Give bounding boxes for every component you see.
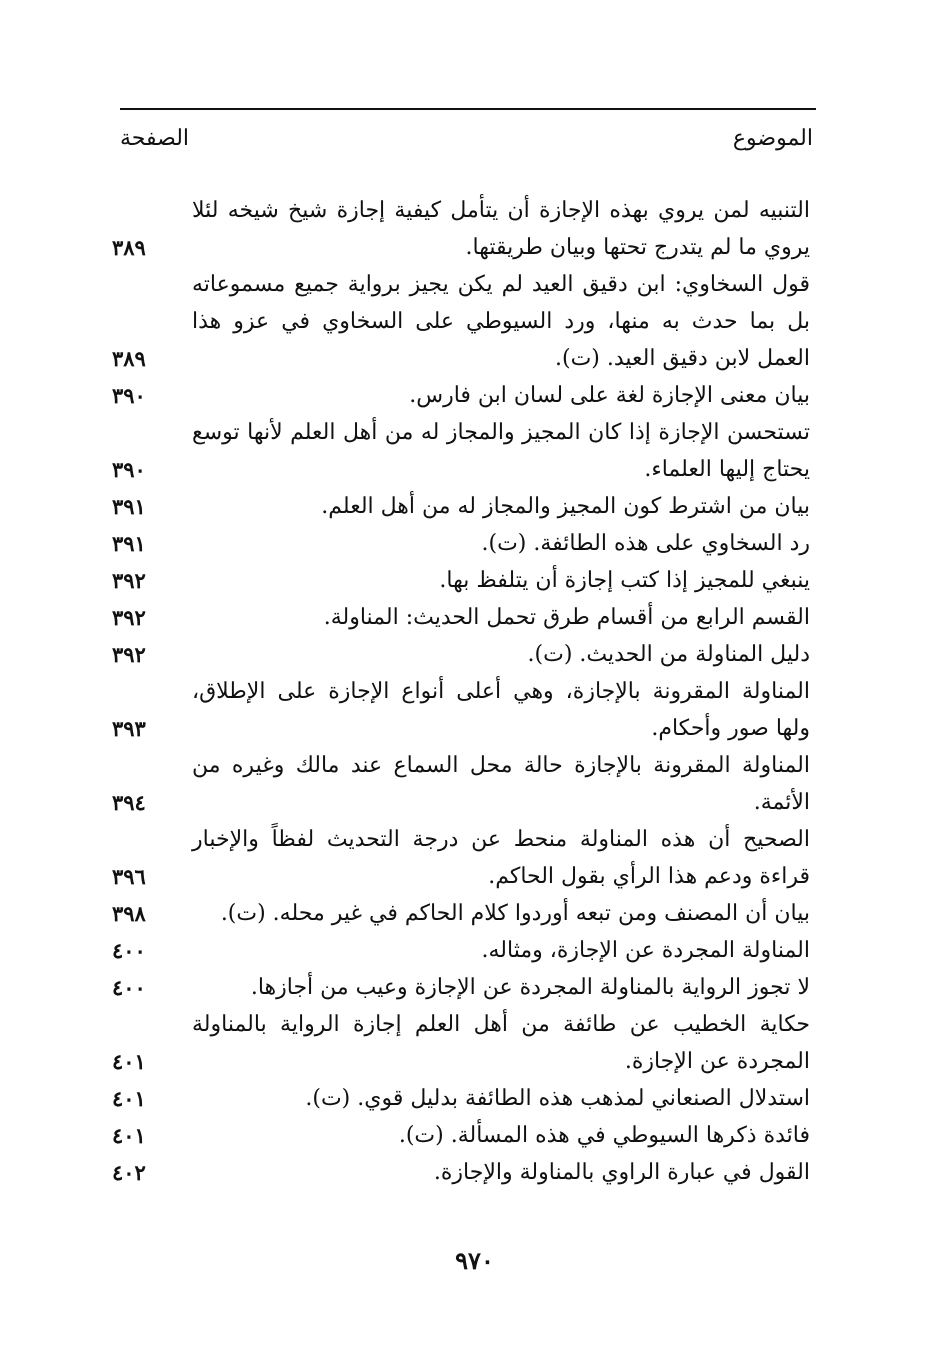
toc-entry-text: بيان أن المصنف ومن تبعه أوردوا كلام الحاكم في غير محله. (ت). [220, 901, 810, 926]
toc-entry-text: تستحسن الإجازة إذا كان المجيز والمجاز له من أهل العلم لأنها توسع يحتاج إليها العلماء. [192, 420, 810, 482]
toc-entry-page: ٣٩٣ [112, 716, 146, 741]
toc-entry-text: بيان معنى الإجازة لغة على لسان ابن فارس. [409, 383, 810, 408]
toc-entry-text: المناولة المقرونة بالإجازة، وهي أعلى أنواع الإجازة على الإطلاق، ولها صور وأحكام. [192, 679, 810, 741]
toc-entry-text: لا تجوز الرواية بالمناولة المجردة عن الإجازة وعيب من أجازها. [250, 975, 810, 1000]
toc-entry [112, 932, 810, 969]
toc-entry-page: ٣٩٨ [112, 901, 146, 926]
toc-entry-page: ٣٩٠ [112, 383, 146, 408]
page-column-heading: الصفحة [120, 126, 190, 151]
toc-entry-text: القول في عبارة الراوي بالمناولة والإجازة. [433, 1160, 810, 1185]
toc-entry-text: حكاية الخطيب عن طائفة من أهل العلم إجازة الرواية بالمناولة المجردة عن الإجازة. [192, 1012, 810, 1074]
toc-entry-page: ٣٩٤ [112, 790, 146, 815]
table-of-contents [112, 192, 810, 1191]
toc-entry-page: ٤٠١ [112, 1123, 146, 1148]
toc-entry-text: المناولة المجردة عن الإجازة، ومثاله. [481, 938, 810, 963]
toc-entry-page: ٤٠١ [112, 1086, 146, 1111]
toc-entry-page: ٤٠٠ [112, 938, 146, 963]
toc-entry-text: قول السخاوي: ابن دقيق العيد لم يكن يجيز برواية جميع مسموعاته بل بما حدث به منها، ورد السيوطي على السخاوي في عزو هذا العمل لابن دقيق العيد. (ت). [192, 272, 810, 371]
toc-entry-page: ٣٩٠ [112, 457, 146, 482]
toc-entry-text: دليل المناولة من الحديث. (ت). [527, 642, 810, 667]
toc-entry-text: ينبغي للمجيز إذا كتب إجازة أن يتلفظ بها. [439, 568, 810, 593]
toc-entry [112, 821, 810, 895]
toc-entry-page: ٣٩٢ [112, 642, 146, 667]
toc-entry [112, 636, 810, 673]
toc-entry-page: ٣٩١ [112, 494, 146, 519]
page-number: ٩٧٠ [455, 1246, 494, 1275]
toc-entry-text: فائدة ذكرها السيوطي في هذه المسألة. (ت). [398, 1123, 810, 1148]
toc-entry [112, 895, 810, 932]
toc-entry [112, 747, 810, 821]
toc-entry [112, 266, 810, 377]
toc-entry-page: ٤٠١ [112, 1049, 146, 1074]
toc-entry-text: رد السخاوي على هذه الطائفة. (ت). [481, 531, 810, 556]
toc-entry [112, 525, 810, 562]
toc-entry [112, 1154, 810, 1191]
toc-entry [112, 377, 810, 414]
toc-entry-text: التنبيه لمن يروي بهذه الإجازة أن يتأمل كيفية إجازة شيخ شيخه لئلا يروي ما لم يتدرج تحتها وبيان طريقتها. [192, 198, 810, 260]
toc-entry-page: ٤٠٠ [112, 975, 146, 1000]
toc-entry [112, 1080, 810, 1117]
toc-entry [112, 1117, 810, 1154]
toc-entry [112, 599, 810, 636]
toc-entry-page: ٤٠٢ [112, 1160, 146, 1185]
toc-entry-page: ٣٩٢ [112, 568, 146, 593]
toc-entry [112, 969, 810, 1006]
toc-entry [112, 488, 810, 525]
header-rule [120, 108, 816, 110]
toc-entry-page: ٣٩٦ [112, 864, 146, 889]
toc-entry-text: القسم الرابع من أقسام طرق تحمل الحديث: المناولة. [323, 605, 810, 630]
toc-entry [112, 192, 810, 266]
toc-entry-text: المناولة المقرونة بالإجازة حالة محل السماع عند مالك وغيره من الأئمة. [192, 753, 810, 815]
toc-entry [112, 562, 810, 599]
topic-column-heading: الموضوع [732, 126, 813, 151]
toc-entry-page: ٣٩١ [112, 531, 146, 556]
toc-entry [112, 1006, 810, 1080]
toc-entry-page: ٣٩٢ [112, 605, 146, 630]
toc-entry [112, 414, 810, 488]
toc-entry-text: الصحيح أن هذه المناولة منحط عن درجة التحديث لفظاً والإخبار قراءة ودعم هذا الرأي بقول الحاكم. [192, 827, 810, 889]
toc-entry [112, 673, 810, 747]
toc-entry-text: استدلال الصنعاني لمذهب هذه الطائفة بدليل قوي. (ت). [305, 1086, 810, 1111]
toc-entry-text: بيان من اشترط كون المجيز والمجاز له من أهل العلم. [321, 494, 810, 519]
toc-entry-page: ٣٨٩ [112, 235, 146, 260]
toc-entry-page: ٣٨٩ [112, 346, 146, 371]
